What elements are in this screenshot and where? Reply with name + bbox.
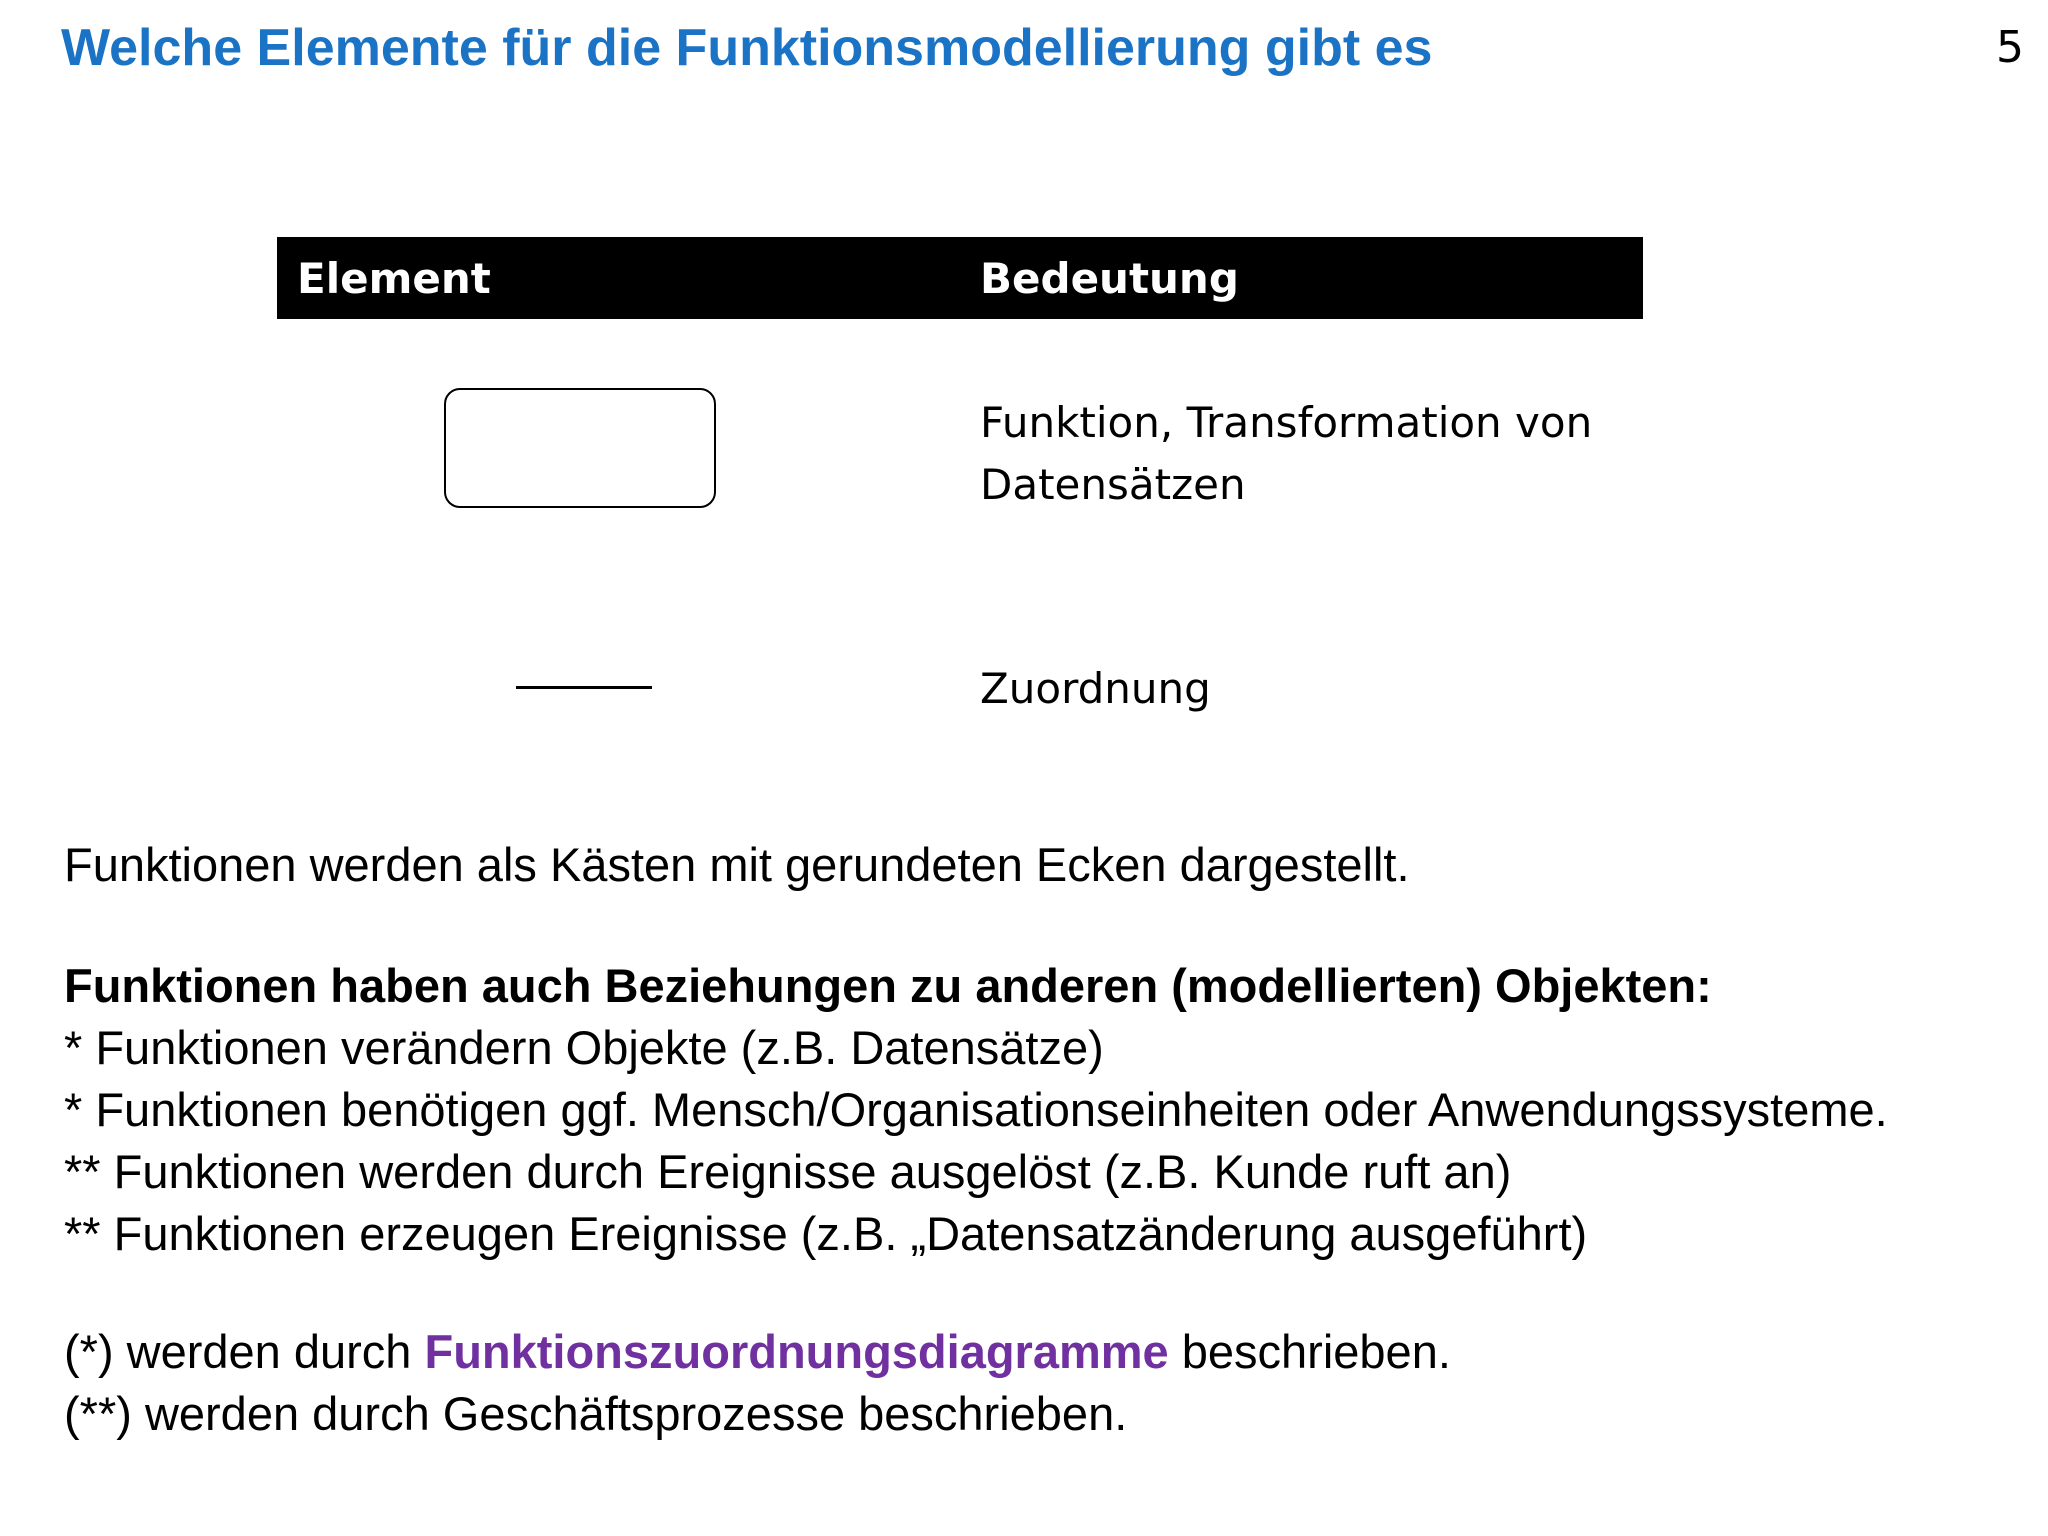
bullet-item: ** Funktionen erzeugen Ereignisse (z.B. „Datensatzänderung ausgeführt) — [64, 1207, 1588, 1260]
intro-text: Funktionen werden als Kästen mit gerundeten Ecken dargestellt. — [64, 838, 1410, 891]
header-meaning: Bedeutung — [980, 254, 1239, 303]
bullet-item: * Funktionen benötigen ggf. Mensch/Organisationseinheiten oder Anwendungssysteme. — [64, 1083, 1888, 1136]
note-1-highlight: Funktionszuordnungsdiagramme — [424, 1325, 1169, 1378]
bullet-item: ** Funktionen werden durch Ereignisse ausgelöst (z.B. Kunde ruft an) — [64, 1145, 1512, 1198]
note-1-prefix: (*) werden durch — [64, 1325, 425, 1378]
meaning-association: Zuordnung — [980, 664, 1211, 713]
header-element: Element — [297, 254, 491, 303]
bullet-item: * Funktionen verändern Objekte (z.B. Datensätze) — [64, 1021, 1104, 1074]
slide-title: Welche Elemente für die Funktionsmodellierung gibt es — [61, 19, 1433, 77]
relations-heading: Funktionen haben auch Beziehungen zu anderen (modellierten) Objekten: — [64, 959, 1712, 1012]
rounded-rectangle-icon — [444, 388, 716, 508]
note-2: (**) werden durch Geschäftsprozesse beschrieben. — [64, 1387, 1128, 1440]
table-header — [277, 237, 1643, 319]
note-1-suffix: beschrieben. — [1168, 1325, 1451, 1378]
line-icon — [516, 686, 652, 689]
note-1 — [64, 1321, 1451, 1383]
meaning-function: Funktion, Transformation von Datensätzen — [980, 398, 1593, 509]
slide-number: 5 — [1996, 22, 2024, 73]
